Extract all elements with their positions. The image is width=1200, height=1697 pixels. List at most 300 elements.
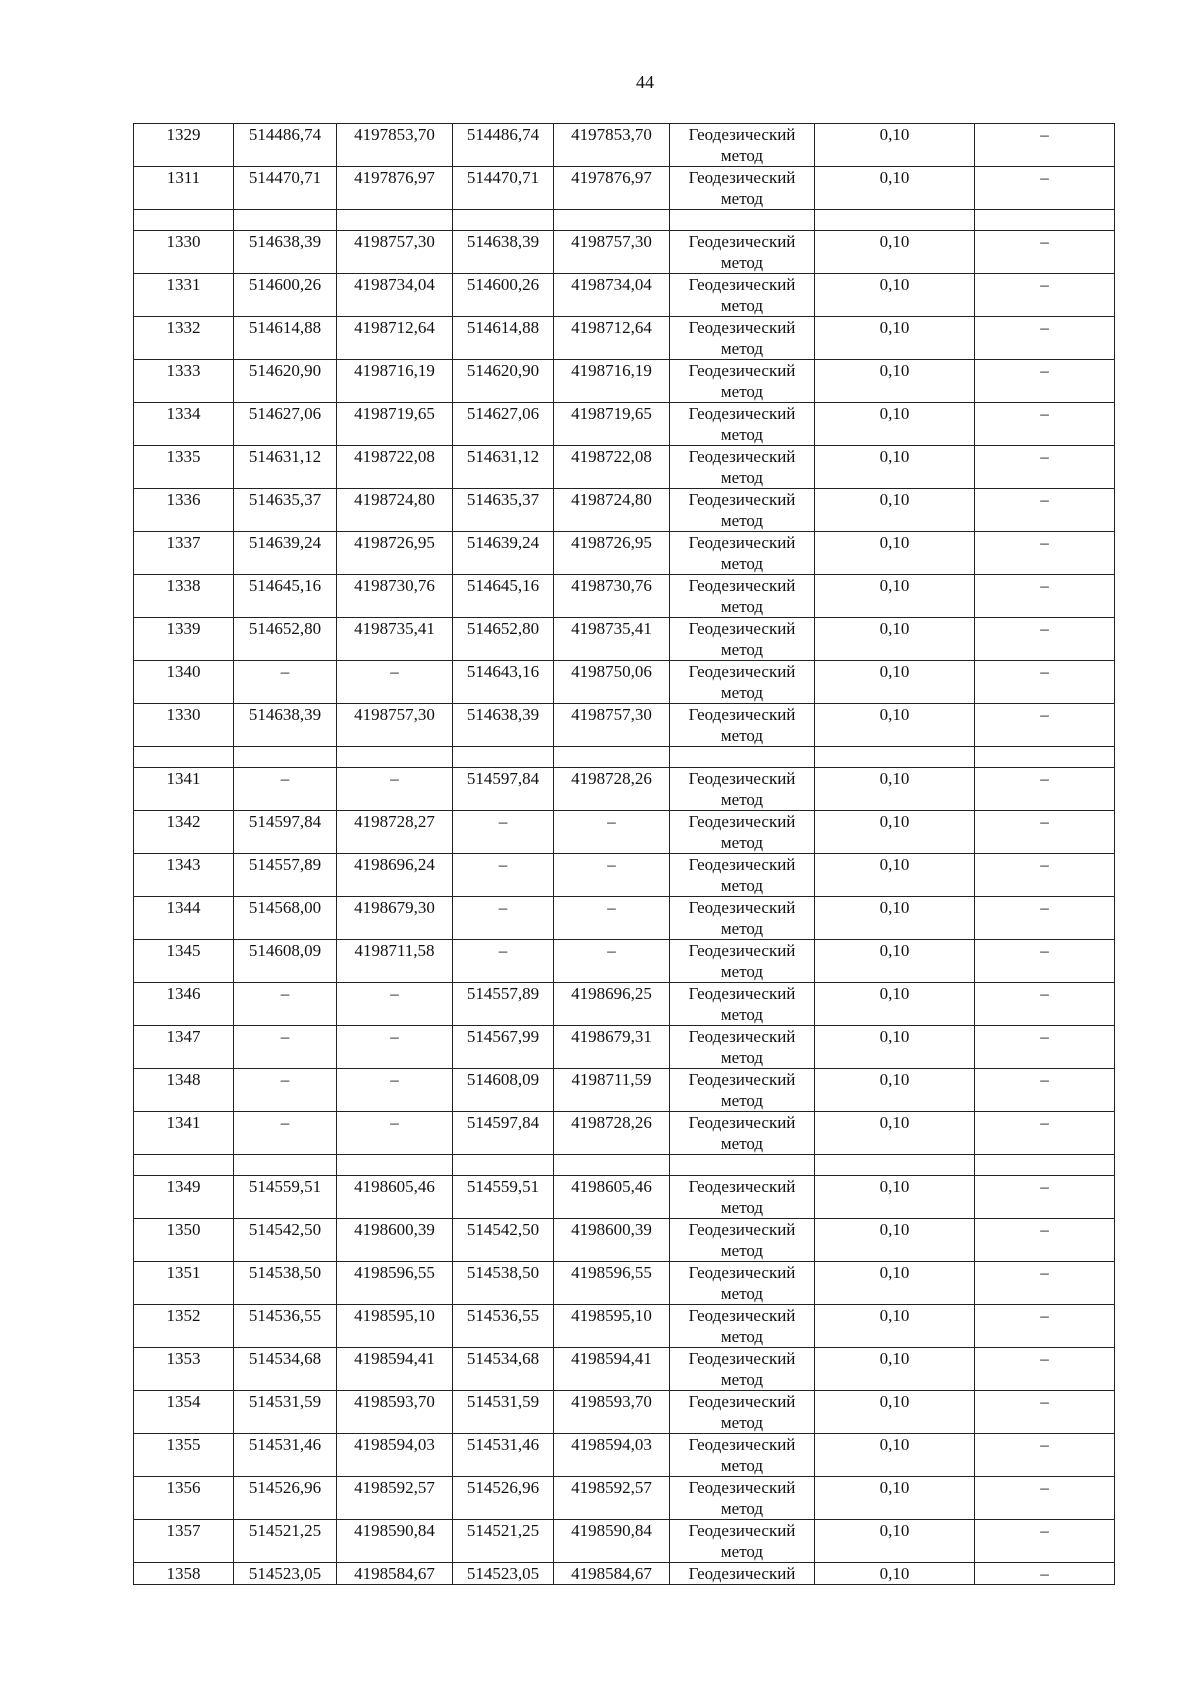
y-existing-cell: 4198735,41 xyxy=(337,618,453,661)
method-cell xyxy=(670,811,815,854)
point-number-cell: 1330 xyxy=(134,704,234,747)
table-row xyxy=(134,1219,1115,1262)
y-existing-cell: 4197853,70 xyxy=(337,124,453,167)
note-cell: – xyxy=(975,983,1115,1026)
x-refined-cell: 514631,12 xyxy=(453,446,554,489)
table-row xyxy=(134,811,1115,854)
table-row xyxy=(134,446,1115,489)
method-cell xyxy=(670,167,815,210)
x-refined-cell: 514652,80 xyxy=(453,618,554,661)
y-refined-cell: 4198605,46 xyxy=(554,1176,670,1219)
y-refined-cell: – xyxy=(554,854,670,897)
y-refined-cell: 4198711,59 xyxy=(554,1069,670,1112)
note-cell: – xyxy=(975,124,1115,167)
x-existing-cell: 514470,71 xyxy=(234,167,337,210)
point-number-cell: 1338 xyxy=(134,575,234,618)
point-number-cell: 1342 xyxy=(134,811,234,854)
point-number-cell: 1343 xyxy=(134,854,234,897)
table-row xyxy=(134,768,1115,811)
method-line-1: Геодезический xyxy=(688,984,796,1003)
method-line-2: метод xyxy=(720,253,764,272)
x-existing-cell: 514638,39 xyxy=(234,231,337,274)
x-refined-cell: 514531,46 xyxy=(453,1434,554,1477)
point-number-cell: 1352 xyxy=(134,1305,234,1348)
method-cell xyxy=(670,897,815,940)
y-refined-cell: 4198594,41 xyxy=(554,1348,670,1391)
table-row xyxy=(134,489,1115,532)
method-line-2: метод xyxy=(720,1327,764,1346)
page-number: 44 xyxy=(636,72,654,92)
x-refined-cell: 514597,84 xyxy=(453,1112,554,1155)
y-refined-cell: – xyxy=(554,897,670,940)
y-refined-cell: 4198679,31 xyxy=(554,1026,670,1069)
y-refined-cell: 4198757,30 xyxy=(554,231,670,274)
method-line-2: метод xyxy=(720,833,764,852)
x-existing-cell: 514542,50 xyxy=(234,1219,337,1262)
method-line-2: метод xyxy=(720,597,764,616)
accuracy-cell: 0,10 xyxy=(815,167,975,210)
point-number-cell: 1346 xyxy=(134,983,234,1026)
x-refined-cell: – xyxy=(453,811,554,854)
accuracy-cell: 0,10 xyxy=(815,618,975,661)
point-number-cell: 1355 xyxy=(134,1434,234,1477)
method-line-2: метод xyxy=(720,1542,764,1561)
empty-cell xyxy=(815,747,975,768)
x-existing-cell: 514645,16 xyxy=(234,575,337,618)
y-existing-cell: – xyxy=(337,1026,453,1069)
accuracy-cell: 0,10 xyxy=(815,983,975,1026)
point-number-cell: 1311 xyxy=(134,167,234,210)
x-existing-cell: 514614,88 xyxy=(234,317,337,360)
x-existing-cell: – xyxy=(234,661,337,704)
empty-cell xyxy=(554,1155,670,1176)
x-existing-cell: – xyxy=(234,1026,337,1069)
note-cell: – xyxy=(975,317,1115,360)
method-line-1: Геодезический xyxy=(688,769,796,788)
x-refined-cell: 514523,05 xyxy=(453,1563,554,1585)
y-refined-cell: 4198728,26 xyxy=(554,768,670,811)
note-cell: – xyxy=(975,811,1115,854)
empty-cell xyxy=(234,1155,337,1176)
point-number-cell: 1330 xyxy=(134,231,234,274)
x-existing-cell: 514486,74 xyxy=(234,124,337,167)
accuracy-cell: 0,10 xyxy=(815,403,975,446)
point-number-cell: 1329 xyxy=(134,124,234,167)
y-existing-cell: 4198679,30 xyxy=(337,897,453,940)
empty-cell xyxy=(670,747,815,768)
y-existing-cell: 4198726,95 xyxy=(337,532,453,575)
x-refined-cell: 514526,96 xyxy=(453,1477,554,1520)
table-row xyxy=(134,575,1115,618)
accuracy-cell: 0,10 xyxy=(815,1477,975,1520)
y-existing-cell: 4198728,27 xyxy=(337,811,453,854)
x-existing-cell: 514521,25 xyxy=(234,1520,337,1563)
note-cell: – xyxy=(975,489,1115,532)
y-refined-cell: – xyxy=(554,811,670,854)
separator-row xyxy=(134,210,1115,231)
table-row xyxy=(134,1305,1115,1348)
table-row xyxy=(134,1176,1115,1219)
method-line-2: метод xyxy=(720,1005,764,1024)
x-refined-cell: – xyxy=(453,897,554,940)
x-existing-cell: 514627,06 xyxy=(234,403,337,446)
y-refined-cell: 4198734,04 xyxy=(554,274,670,317)
method-line-2: метод xyxy=(720,146,764,165)
y-existing-cell: 4198712,64 xyxy=(337,317,453,360)
point-number-cell: 1334 xyxy=(134,403,234,446)
note-cell: – xyxy=(975,1477,1115,1520)
method-line-2: метод xyxy=(720,296,764,315)
note-cell: – xyxy=(975,231,1115,274)
method-line-2: метод xyxy=(720,726,764,745)
x-refined-cell: – xyxy=(453,854,554,897)
x-existing-cell: – xyxy=(234,768,337,811)
method-line-2: метод xyxy=(720,1048,764,1067)
method-cell xyxy=(670,618,815,661)
y-refined-cell: 4198584,67 xyxy=(554,1563,670,1585)
accuracy-cell: 0,10 xyxy=(815,811,975,854)
x-refined-cell: 514608,09 xyxy=(453,1069,554,1112)
y-refined-cell: 4198722,08 xyxy=(554,446,670,489)
y-existing-cell: 4198593,70 xyxy=(337,1391,453,1434)
empty-cell xyxy=(975,747,1115,768)
x-refined-cell: 514643,16 xyxy=(453,661,554,704)
method-line-2: метод xyxy=(720,554,764,573)
x-existing-cell: 514531,46 xyxy=(234,1434,337,1477)
method-line-1: Геодезический xyxy=(688,1521,796,1540)
method-line-1: Геодезический xyxy=(688,1306,796,1325)
method-line-1: Геодезический xyxy=(688,1113,796,1132)
y-refined-cell: 4198757,30 xyxy=(554,704,670,747)
table-row xyxy=(134,124,1115,167)
x-existing-cell: 514536,55 xyxy=(234,1305,337,1348)
method-line-2: метод xyxy=(720,1499,764,1518)
x-refined-cell: 514638,39 xyxy=(453,704,554,747)
table-row xyxy=(134,317,1115,360)
note-cell: – xyxy=(975,661,1115,704)
accuracy-cell: 0,10 xyxy=(815,1305,975,1348)
separator-row xyxy=(134,747,1115,768)
method-line-2: метод xyxy=(720,189,764,208)
y-existing-cell: 4198584,67 xyxy=(337,1563,453,1585)
y-refined-cell: 4198593,70 xyxy=(554,1391,670,1434)
method-line-1: Геодезический xyxy=(688,1392,796,1411)
y-refined-cell: 4198712,64 xyxy=(554,317,670,360)
method-cell xyxy=(670,854,815,897)
y-refined-cell: 4198726,95 xyxy=(554,532,670,575)
note-cell: – xyxy=(975,1176,1115,1219)
point-number-cell: 1358 xyxy=(134,1563,234,1585)
x-refined-cell: 514542,50 xyxy=(453,1219,554,1262)
y-existing-cell: 4198594,03 xyxy=(337,1434,453,1477)
y-existing-cell: 4198730,76 xyxy=(337,575,453,618)
note-cell: – xyxy=(975,704,1115,747)
note-cell: – xyxy=(975,532,1115,575)
x-existing-cell: 514568,00 xyxy=(234,897,337,940)
empty-cell xyxy=(554,210,670,231)
table-row xyxy=(134,1477,1115,1520)
x-refined-cell: 514627,06 xyxy=(453,403,554,446)
y-existing-cell: 4198696,24 xyxy=(337,854,453,897)
note-cell: – xyxy=(975,940,1115,983)
method-cell xyxy=(670,231,815,274)
x-refined-cell: 514620,90 xyxy=(453,360,554,403)
y-refined-cell: 4198600,39 xyxy=(554,1219,670,1262)
accuracy-cell: 0,10 xyxy=(815,1563,975,1585)
point-number-cell: 1344 xyxy=(134,897,234,940)
y-existing-cell: 4198605,46 xyxy=(337,1176,453,1219)
x-existing-cell: 514557,89 xyxy=(234,854,337,897)
y-refined-cell: 4198595,10 xyxy=(554,1305,670,1348)
separator-row xyxy=(134,1155,1115,1176)
x-existing-cell: 514608,09 xyxy=(234,940,337,983)
x-existing-cell: – xyxy=(234,983,337,1026)
method-cell xyxy=(670,446,815,489)
method-cell xyxy=(670,1176,815,1219)
table-row xyxy=(134,231,1115,274)
method-line-2: метод xyxy=(720,1413,764,1432)
method-line-2: метод xyxy=(720,1284,764,1303)
method-line-1: Геодезический xyxy=(688,1564,796,1583)
y-refined-cell: 4198592,57 xyxy=(554,1477,670,1520)
accuracy-cell: 0,10 xyxy=(815,897,975,940)
y-existing-cell: – xyxy=(337,661,453,704)
method-line-1: Геодезический xyxy=(688,1263,796,1282)
method-cell xyxy=(670,1305,815,1348)
table-row xyxy=(134,360,1115,403)
table-row xyxy=(134,618,1115,661)
point-number-cell: 1347 xyxy=(134,1026,234,1069)
x-existing-cell: 514559,51 xyxy=(234,1176,337,1219)
table-row xyxy=(134,403,1115,446)
method-line-1: Геодезический xyxy=(688,125,796,144)
point-number-cell: 1341 xyxy=(134,768,234,811)
point-number-cell: 1335 xyxy=(134,446,234,489)
x-existing-cell: – xyxy=(234,1112,337,1155)
method-cell xyxy=(670,983,815,1026)
table-row xyxy=(134,1112,1115,1155)
x-refined-cell: 514639,24 xyxy=(453,532,554,575)
accuracy-cell: 0,10 xyxy=(815,360,975,403)
empty-cell xyxy=(554,747,670,768)
accuracy-cell: 0,10 xyxy=(815,940,975,983)
method-line-1: Геодезический xyxy=(688,232,796,251)
empty-cell xyxy=(670,210,815,231)
x-existing-cell: 514538,50 xyxy=(234,1262,337,1305)
y-refined-cell: 4198724,80 xyxy=(554,489,670,532)
point-number-cell: 1350 xyxy=(134,1219,234,1262)
y-refined-cell: 4198730,76 xyxy=(554,575,670,618)
table-row xyxy=(134,1391,1115,1434)
accuracy-cell: 0,10 xyxy=(815,704,975,747)
note-cell: – xyxy=(975,1262,1115,1305)
note-cell: – xyxy=(975,1391,1115,1434)
x-existing-cell: 514631,12 xyxy=(234,446,337,489)
note-cell: – xyxy=(975,1305,1115,1348)
method-cell xyxy=(670,1563,815,1585)
table-row xyxy=(134,1434,1115,1477)
note-cell: – xyxy=(975,897,1115,940)
method-line-1: Геодезический xyxy=(688,855,796,874)
y-existing-cell: 4198595,10 xyxy=(337,1305,453,1348)
method-line-2: метод xyxy=(720,1198,764,1217)
accuracy-cell: 0,10 xyxy=(815,768,975,811)
y-existing-cell: – xyxy=(337,768,453,811)
x-existing-cell: 514600,26 xyxy=(234,274,337,317)
method-cell xyxy=(670,1391,815,1434)
table-row xyxy=(134,274,1115,317)
empty-cell xyxy=(975,210,1115,231)
method-cell xyxy=(670,1262,815,1305)
x-refined-cell: 514635,37 xyxy=(453,489,554,532)
y-existing-cell: 4198590,84 xyxy=(337,1520,453,1563)
point-number-cell: 1353 xyxy=(134,1348,234,1391)
method-line-2: метод xyxy=(720,876,764,895)
note-cell: – xyxy=(975,575,1115,618)
note-cell: – xyxy=(975,1520,1115,1563)
empty-cell xyxy=(453,747,554,768)
table-row xyxy=(134,983,1115,1026)
method-line-2: метод xyxy=(720,1134,764,1153)
point-number-cell: 1354 xyxy=(134,1391,234,1434)
table-row xyxy=(134,1026,1115,1069)
method-line-2: метод xyxy=(720,468,764,487)
note-cell: – xyxy=(975,1219,1115,1262)
method-line-2: метод xyxy=(720,790,764,809)
method-line-2: метод xyxy=(720,382,764,401)
x-refined-cell: 514638,39 xyxy=(453,231,554,274)
method-line-2: метод xyxy=(720,511,764,530)
note-cell: – xyxy=(975,618,1115,661)
method-line-1: Геодезический xyxy=(688,1070,796,1089)
accuracy-cell: 0,10 xyxy=(815,1434,975,1477)
point-number-cell: 1337 xyxy=(134,532,234,575)
note-cell: – xyxy=(975,1563,1115,1585)
y-refined-cell: 4198719,65 xyxy=(554,403,670,446)
table-row xyxy=(134,1262,1115,1305)
method-line-1: Геодезический xyxy=(688,1027,796,1046)
accuracy-cell: 0,10 xyxy=(815,1262,975,1305)
x-existing-cell: 514652,80 xyxy=(234,618,337,661)
x-refined-cell: 514614,88 xyxy=(453,317,554,360)
accuracy-cell: 0,10 xyxy=(815,661,975,704)
y-existing-cell: 4198722,08 xyxy=(337,446,453,489)
method-line-2: метод xyxy=(720,1456,764,1475)
x-refined-cell: 514486,74 xyxy=(453,124,554,167)
method-line-1: Геодезический xyxy=(688,1220,796,1239)
note-cell: – xyxy=(975,167,1115,210)
x-refined-cell: 514600,26 xyxy=(453,274,554,317)
y-existing-cell: 4198757,30 xyxy=(337,704,453,747)
x-refined-cell: 514531,59 xyxy=(453,1391,554,1434)
method-line-1: Геодезический xyxy=(688,447,796,466)
note-cell: – xyxy=(975,403,1115,446)
note-cell: – xyxy=(975,446,1115,489)
y-refined-cell: 4198594,03 xyxy=(554,1434,670,1477)
note-cell: – xyxy=(975,1434,1115,1477)
method-line-1: Геодезический xyxy=(688,275,796,294)
y-refined-cell: 4198596,55 xyxy=(554,1262,670,1305)
y-refined-cell: 4198750,06 xyxy=(554,661,670,704)
x-existing-cell: 514523,05 xyxy=(234,1563,337,1585)
accuracy-cell: 0,10 xyxy=(815,489,975,532)
method-line-2: метод xyxy=(720,919,764,938)
method-cell xyxy=(670,1520,815,1563)
y-existing-cell: 4198600,39 xyxy=(337,1219,453,1262)
empty-cell xyxy=(453,210,554,231)
empty-cell xyxy=(234,747,337,768)
empty-cell xyxy=(337,210,453,231)
y-refined-cell: 4197853,70 xyxy=(554,124,670,167)
accuracy-cell: 0,10 xyxy=(815,1112,975,1155)
method-line-2: метод xyxy=(720,1091,764,1110)
accuracy-cell: 0,10 xyxy=(815,446,975,489)
y-refined-cell: 4198696,25 xyxy=(554,983,670,1026)
method-cell xyxy=(670,1026,815,1069)
table-body xyxy=(134,124,1115,1585)
accuracy-cell: 0,10 xyxy=(815,1176,975,1219)
method-cell xyxy=(670,1219,815,1262)
note-cell: – xyxy=(975,1348,1115,1391)
accuracy-cell: 0,10 xyxy=(815,1348,975,1391)
method-line-1: Геодезический xyxy=(688,1435,796,1454)
y-existing-cell: – xyxy=(337,1069,453,1112)
method-line-1: Геодезический xyxy=(688,576,796,595)
x-refined-cell: 514538,50 xyxy=(453,1262,554,1305)
note-cell: – xyxy=(975,768,1115,811)
x-refined-cell: 514534,68 xyxy=(453,1348,554,1391)
point-number-cell: 1341 xyxy=(134,1112,234,1155)
y-refined-cell: 4197876,97 xyxy=(554,167,670,210)
empty-cell xyxy=(134,1155,234,1176)
empty-cell xyxy=(815,210,975,231)
method-line-2: метод xyxy=(720,425,764,444)
y-existing-cell: 4198724,80 xyxy=(337,489,453,532)
accuracy-cell: 0,10 xyxy=(815,1069,975,1112)
method-line-2: метод xyxy=(720,1241,764,1260)
method-line-1: Геодезический xyxy=(688,533,796,552)
point-number-cell: 1356 xyxy=(134,1477,234,1520)
y-refined-cell: 4198590,84 xyxy=(554,1520,670,1563)
accuracy-cell: 0,10 xyxy=(815,1391,975,1434)
y-refined-cell: – xyxy=(554,940,670,983)
method-cell xyxy=(670,360,815,403)
empty-cell xyxy=(670,1155,815,1176)
table-row xyxy=(134,704,1115,747)
note-cell: – xyxy=(975,854,1115,897)
method-line-2: метод xyxy=(720,339,764,358)
x-refined-cell: 514597,84 xyxy=(453,768,554,811)
point-number-cell: 1345 xyxy=(134,940,234,983)
method-line-1: Геодезический xyxy=(688,898,796,917)
note-cell: – xyxy=(975,274,1115,317)
x-refined-cell: 514521,25 xyxy=(453,1520,554,1563)
point-number-cell: 1332 xyxy=(134,317,234,360)
x-refined-cell: 514536,55 xyxy=(453,1305,554,1348)
y-existing-cell: 4198592,57 xyxy=(337,1477,453,1520)
empty-cell xyxy=(337,1155,453,1176)
y-existing-cell: 4198734,04 xyxy=(337,274,453,317)
method-cell xyxy=(670,1477,815,1520)
accuracy-cell: 0,10 xyxy=(815,1026,975,1069)
y-existing-cell: – xyxy=(337,983,453,1026)
method-line-1: Геодезический xyxy=(688,941,796,960)
x-refined-cell: 514645,16 xyxy=(453,575,554,618)
empty-cell xyxy=(975,1155,1115,1176)
table-row xyxy=(134,1348,1115,1391)
table-row xyxy=(134,661,1115,704)
point-number-cell: 1340 xyxy=(134,661,234,704)
